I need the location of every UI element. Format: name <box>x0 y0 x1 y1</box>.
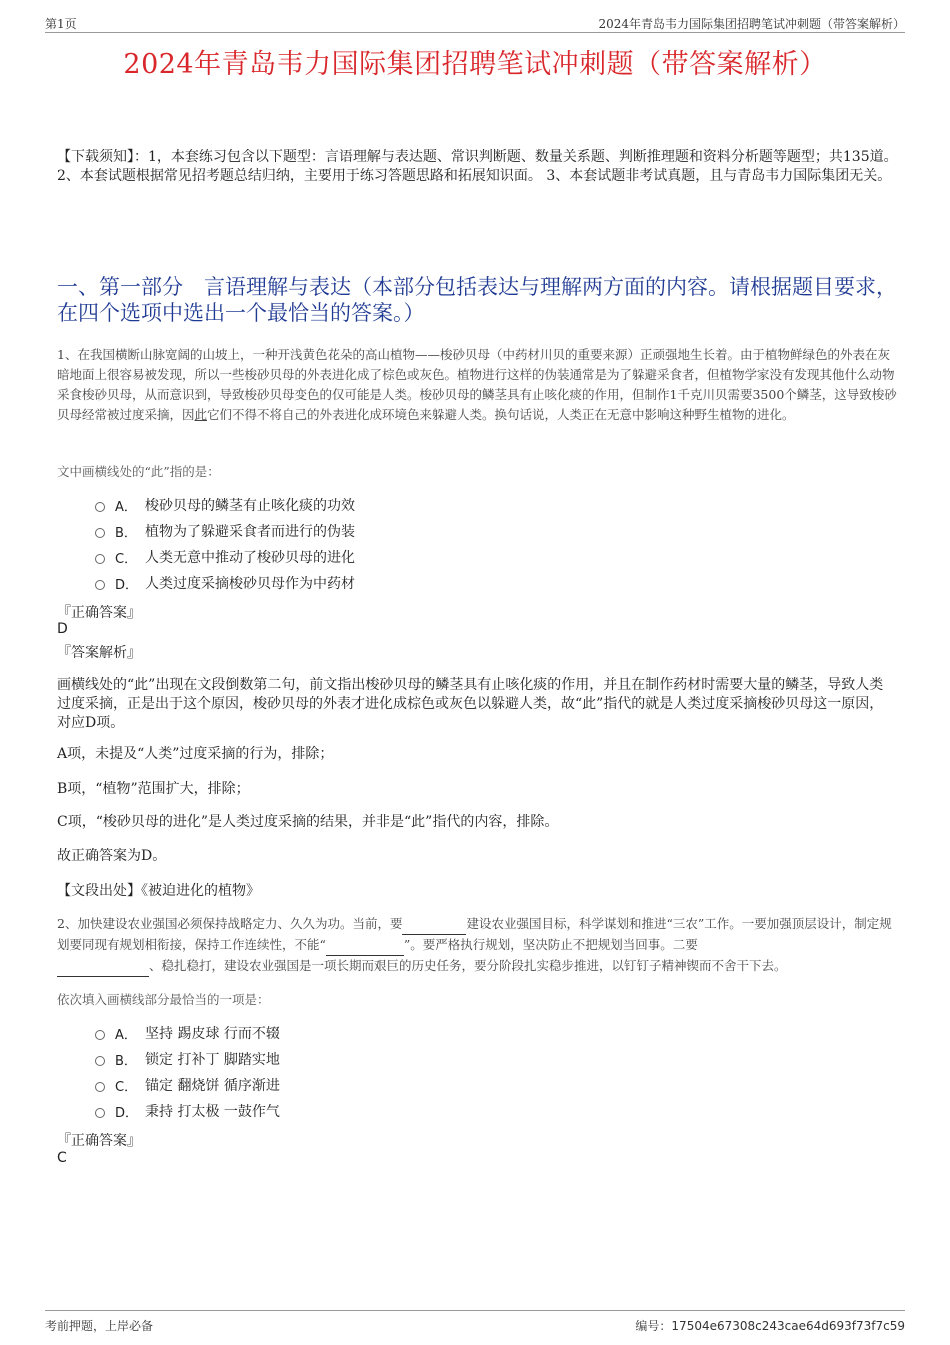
fill-blank <box>402 914 466 935</box>
page-number: 第1页 <box>45 17 77 31</box>
question-2-option-a[interactable]: A． 坚持 踢皮球 行而不辍 <box>95 1020 280 1046</box>
question-1-analysis-main: 画横线处的“此”出现在文段倒数第二句，前文指出梭砂贝母的鳞茎具有止咳化痰的作用，并且在制作药材时需要大量的鳞茎，导致人类过度采摘，正是出于这个原因，梭砂贝母的外表才进化成棕色或灰色以躲避人类，故“此”指代的就是人类过度采摘梭砂贝母这一原因，对应D项。 <box>57 677 884 731</box>
fill-blank <box>326 935 404 956</box>
question-2-answer: C <box>57 1150 67 1166</box>
question-1-analysis-b: B项，“植物”范围扩大，排除； <box>57 781 250 797</box>
radio-button[interactable] <box>95 554 105 564</box>
footer-slogan: 考前押题，上岸必备 <box>45 1319 154 1333</box>
question-1-text-after: 它们不得不将自己的外表进化成环境色来躲避人类。换句话说，人类正在无意中影响这种野生植物的进化。 <box>207 407 795 422</box>
question-2-options <box>95 1020 280 1124</box>
question-1-option-b[interactable]: B． 植物为了躲避采食者而进行的伪装 <box>95 518 355 544</box>
radio-button[interactable] <box>95 580 105 590</box>
question-1-option-d[interactable]: D． 人类过度采摘梭砂贝母作为中药材 <box>95 570 355 596</box>
question-1-answer-label: 『正确答案』 <box>57 605 141 621</box>
question-1-option-c[interactable]: C． 人类无意中推动了梭砂贝母的进化 <box>95 544 355 570</box>
question-1-analysis-label: 『答案解析』 <box>57 645 141 661</box>
question-2-option-d[interactable]: D． 秉持 打太极 一鼓作气 <box>95 1098 280 1124</box>
question-2-option-c[interactable]: C． 锚定 翻烧饼 循序渐进 <box>95 1072 280 1098</box>
radio-button[interactable] <box>95 1030 105 1040</box>
radio-button[interactable] <box>95 1082 105 1092</box>
question-2-answer-label: 『正确答案』 <box>57 1133 141 1149</box>
question-1-text-before: 1、在我国横断山脉宽阔的山坡上，一种开浅黄色花朵的高山植物——梭砂贝母（中药材川贝的重要来源）正顽强地生长着。由于植物鲜绿色的外表在灰暗地面上很容易被发现，所以一些梭砂贝母的外表进化成了棕色或灰色。植物进行这样的伪装通常是为了躲避采食者，但植物学家没有发现其他什么动物采食梭砂贝母，从而意识到，导致梭砂贝母变色的仅可能是人类。梭砂贝母的鳞茎具有止咳化痰的作用，但制作1千克川贝需要3500个鳞茎，这导致梭砂贝母经常被过度采摘，因 <box>57 347 897 422</box>
section-title: 一、第一部分 言语理解与表达（本部分包括表达与理解两方面的内容。请根据题目要求，在四个选项中选出一个最恰当的答案。） <box>57 275 897 325</box>
question-1-source: 【文段出处】《被迫进化的植物》 <box>57 883 260 899</box>
radio-button[interactable] <box>95 502 105 512</box>
header-doc-title: 2024年青岛韦力国际集团招聘笔试冲刺题（带答案解析） <box>598 17 905 31</box>
radio-button[interactable] <box>95 528 105 538</box>
question-1-prompt: 文中画横线处的“此”指的是： <box>57 464 220 479</box>
radio-button[interactable] <box>95 1056 105 1066</box>
question-2-option-b[interactable]: B． 锁定 打补丁 脚踏实地 <box>95 1046 280 1072</box>
page-header <box>45 12 905 33</box>
question-1-answer: D <box>57 621 68 637</box>
question-2-prompt: 依次填入画横线部分最恰当的一项是： <box>57 992 270 1007</box>
question-1-text <box>57 345 899 425</box>
question-1-option-a[interactable]: A． 梭砂贝母的鳞茎有止咳化痰的功效 <box>95 492 355 518</box>
fill-blank <box>57 956 149 977</box>
question-1-analysis-conclusion: 故正确答案为D。 <box>57 848 167 864</box>
question-1-underlined-word: 此 <box>194 407 208 422</box>
question-1-options <box>95 492 355 596</box>
download-notice: 【下载须知】：1，本套练习包含以下题型：言语理解与表达题、常识判断题、数量关系题、判断推理题和资料分析题等题型；共135道。 2、本套试题根据常见招考题总结归纳，主要用于练习答题思路和拓展知识面。 3、本套试题非考试真题，且与青岛韦力国际集团无关。 <box>57 149 898 184</box>
footer-code: 编号：17504e67308c243cae64d693f73f7c59 <box>635 1319 905 1333</box>
radio-button[interactable] <box>95 1108 105 1118</box>
question-1-analysis-c: C项，“梭砂贝母的进化”是人类过度采摘的结果，并非是“此”指代的内容，排除。 <box>57 814 559 830</box>
document-title: 2024年青岛韦力国际集团招聘笔试冲刺题（带答案解析） <box>123 49 827 80</box>
page-footer <box>45 1310 905 1333</box>
question-2-text: 2、加快建设农业强国必须保持战略定力、久久为功。当前，要 建设农业强国目标，科学谋划和推进“三农”工作。一要加强顶层设计，制定规划要同现有规划相衔接，保持工作连续性，不能“ ”。要严格执行规划，坚决防止不把规划当回事。二要 、稳扎稳打，建设农业强国是一项长期而艰巨的历史任务，要分阶段扎实稳步推进，以钉钉子精神锲而不舍干下去。 <box>57 914 899 977</box>
question-1-analysis-a: A项，未提及“人类”过度采摘的行为，排除； <box>57 746 334 762</box>
